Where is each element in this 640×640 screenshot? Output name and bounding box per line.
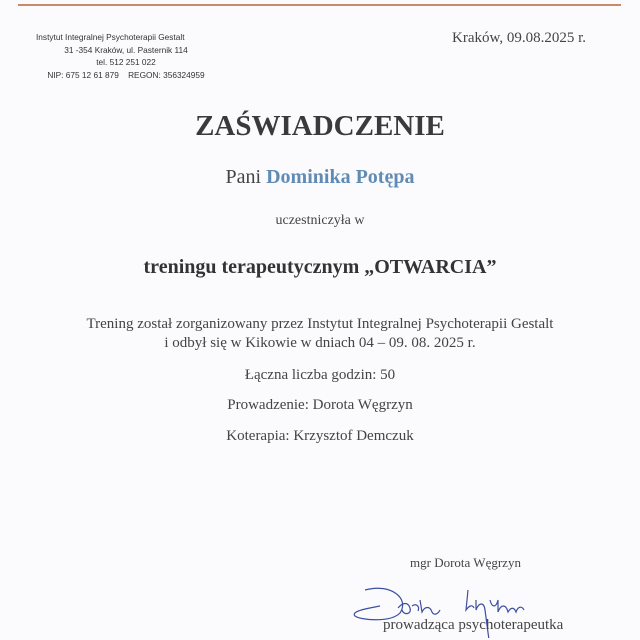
signatory-role: prowadząca psychoterapeutka [383,617,564,633]
lead-therapist: Prowadzenie: Dorota Węgrzyn [227,397,413,413]
total-hours: Łączna liczba godzin: 50 [244,367,396,383]
recipient-line [0,166,640,189]
description-line-2: i odbył się w Kikowie w dniach 04 – 09. 08. 2025 r. [164,335,476,351]
organization-ids: NIP: 675 12 61 879 REGON: 356324959 [47,69,205,80]
organization-name: Instytut Integralnej Psychoterapii Gestalt [36,32,185,42]
organization-address: 31 -354 Kraków, ul. Pasternik 114 [64,44,188,55]
training-name: treningu terapeutycznym „OTWARCIA” [143,256,497,278]
recipient-name: Dominika Potępa [266,166,415,188]
signatory-name: mgr Dorota Węgrzyn [410,555,521,570]
header-rule [18,4,621,6]
cotherapist: Koterapia: Krzysztof Demczuk [226,428,414,444]
organization-header [36,31,216,81]
participated-text: uczestniczyła w [275,213,365,228]
document-title: ZAŚWIADCZENIE [195,110,445,142]
salutation: Pani [225,166,262,188]
description-line-1: Trening został zorganizowany przez Instytut Integralnej Psychoterapii Gestalt [86,316,554,332]
organization-phone: tel. 512 251 022 [96,57,156,67]
issue-date: Kraków, 09.08.2025 r. [452,30,587,46]
